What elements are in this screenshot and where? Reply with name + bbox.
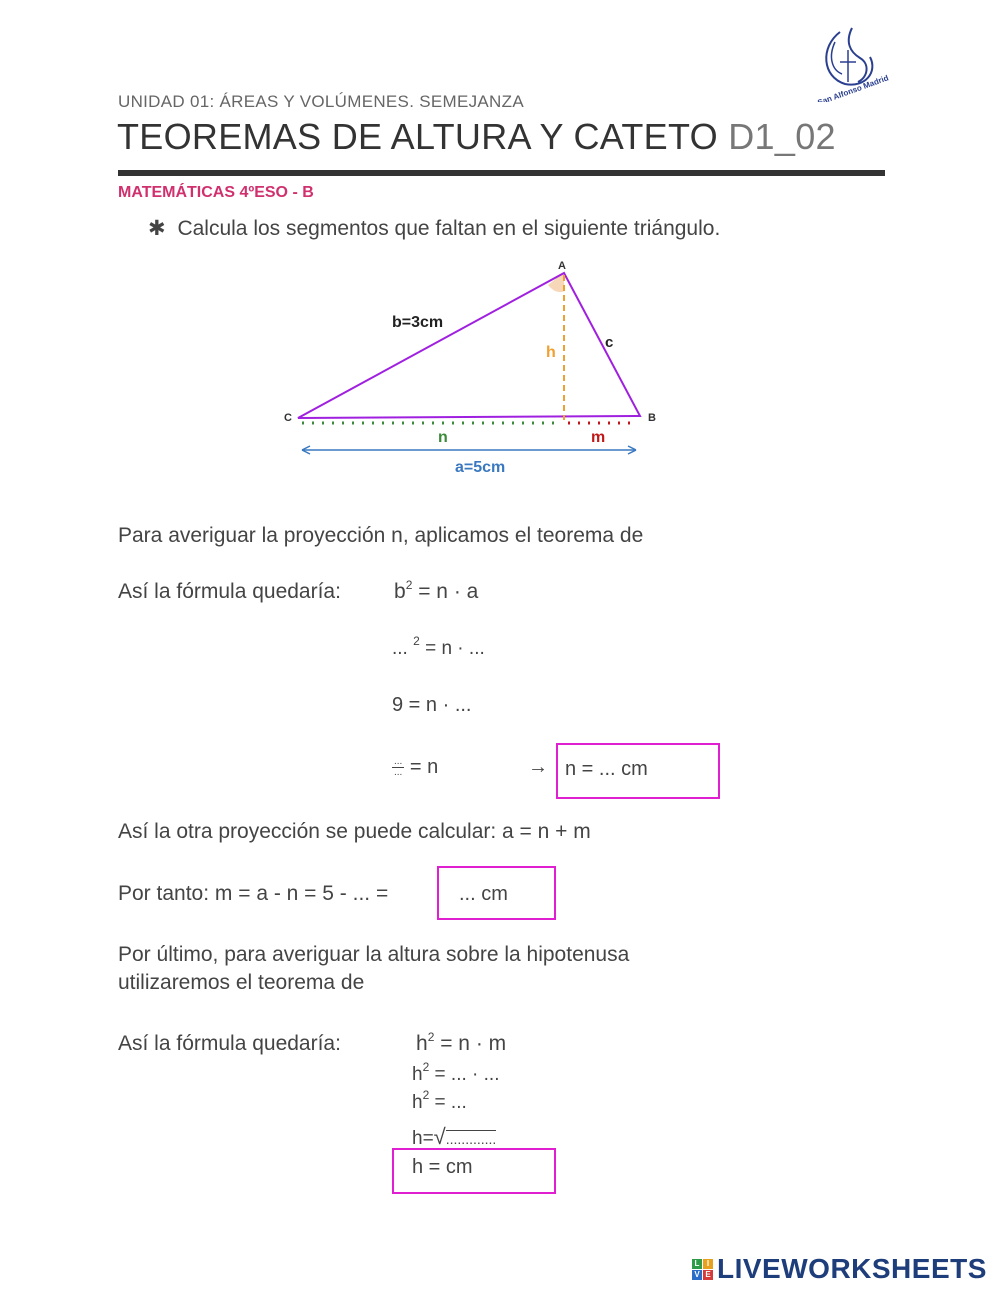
answer-box-n[interactable] bbox=[556, 743, 720, 799]
liveworksheets-icon: L I V E bbox=[692, 1259, 713, 1280]
step1-line4: $\frac{...}{...}$ = n bbox=[394, 756, 439, 779]
step3-formula-label: Así la fórmula quedaría: bbox=[118, 1032, 341, 1055]
step3-intro-2: utilizaremos el teorema de bbox=[118, 971, 365, 994]
triangle-outline bbox=[298, 273, 640, 418]
vertex-c-label: C bbox=[284, 412, 292, 424]
answer-n-text: n = ... cm bbox=[565, 758, 648, 780]
step3-line2: $h^2$ = ... · ... bbox=[412, 1060, 500, 1085]
title-main: TEOREMAS DE ALTURA Y CATETO bbox=[117, 116, 718, 157]
answer-h-text: h = cm bbox=[412, 1156, 473, 1178]
answer-box-m[interactable] bbox=[437, 866, 556, 920]
step2-intro: Así la otra proyección se puede calcular: a = n + m bbox=[118, 820, 591, 843]
fraction: $\frac{...}{...}$ bbox=[394, 756, 403, 779]
side-a-label: a=5cm bbox=[455, 459, 506, 476]
step2-line: Por tanto: m = a - n = 5 - ... = bbox=[118, 882, 389, 905]
step3-line4: h=√............. bbox=[412, 1124, 497, 1149]
school-logo bbox=[810, 22, 890, 102]
step1-formula-label: Así la fórmula quedaría: bbox=[118, 580, 341, 603]
step1-formula: $b^2 = n \cdot a$ bbox=[394, 578, 479, 603]
answer-m-text: ... cm bbox=[459, 883, 508, 905]
sqrt-icon: √ bbox=[433, 1124, 446, 1149]
brand-text: LIVEWORKSHEETS bbox=[717, 1253, 987, 1284]
arrow-icon: → bbox=[528, 756, 548, 778]
right-angle-mark bbox=[548, 273, 565, 292]
triangle-figure bbox=[280, 255, 670, 485]
course-label: MATEMÁTICAS 4ºESO - B bbox=[118, 184, 314, 201]
side-b-label: b=3cm bbox=[392, 314, 444, 331]
asterisk-icon: ✱ bbox=[148, 217, 166, 240]
height-label: h bbox=[546, 344, 556, 361]
logo-text: San Alfonso Madrid bbox=[816, 73, 890, 102]
step3-intro-1: Por último, para averiguar la altura sobre la hipotenusa bbox=[118, 943, 630, 966]
page-title bbox=[117, 116, 836, 158]
instruction-text: Calcula los segmentos que faltan en el siguiente triángulo. bbox=[177, 217, 721, 240]
step1-line2: ... $^2$ = n · ... bbox=[392, 634, 485, 659]
answer-box-h[interactable] bbox=[392, 1148, 556, 1194]
side-c-label: c bbox=[605, 334, 614, 351]
step1-line3: 9 = n · ... bbox=[392, 694, 472, 716]
vertex-a-label: A bbox=[558, 260, 566, 272]
title-code: D1_02 bbox=[728, 116, 836, 157]
step3-line3: $h^2$ = ... bbox=[412, 1088, 467, 1113]
m-label: m bbox=[591, 429, 606, 446]
title-divider bbox=[118, 170, 885, 176]
vertex-b-label: B bbox=[648, 412, 656, 424]
unit-subtitle: UNIDAD 01: ÁREAS Y VOLÚMENES. SEMEJANZA bbox=[118, 92, 524, 111]
step1-intro: Para averiguar la proyección n, aplicamos el teorema de bbox=[118, 524, 644, 547]
step3-formula: $h^2 = n \cdot m$ bbox=[416, 1030, 507, 1055]
instruction bbox=[148, 216, 720, 241]
n-label: n bbox=[438, 429, 448, 446]
liveworksheets-brand bbox=[692, 1254, 987, 1284]
